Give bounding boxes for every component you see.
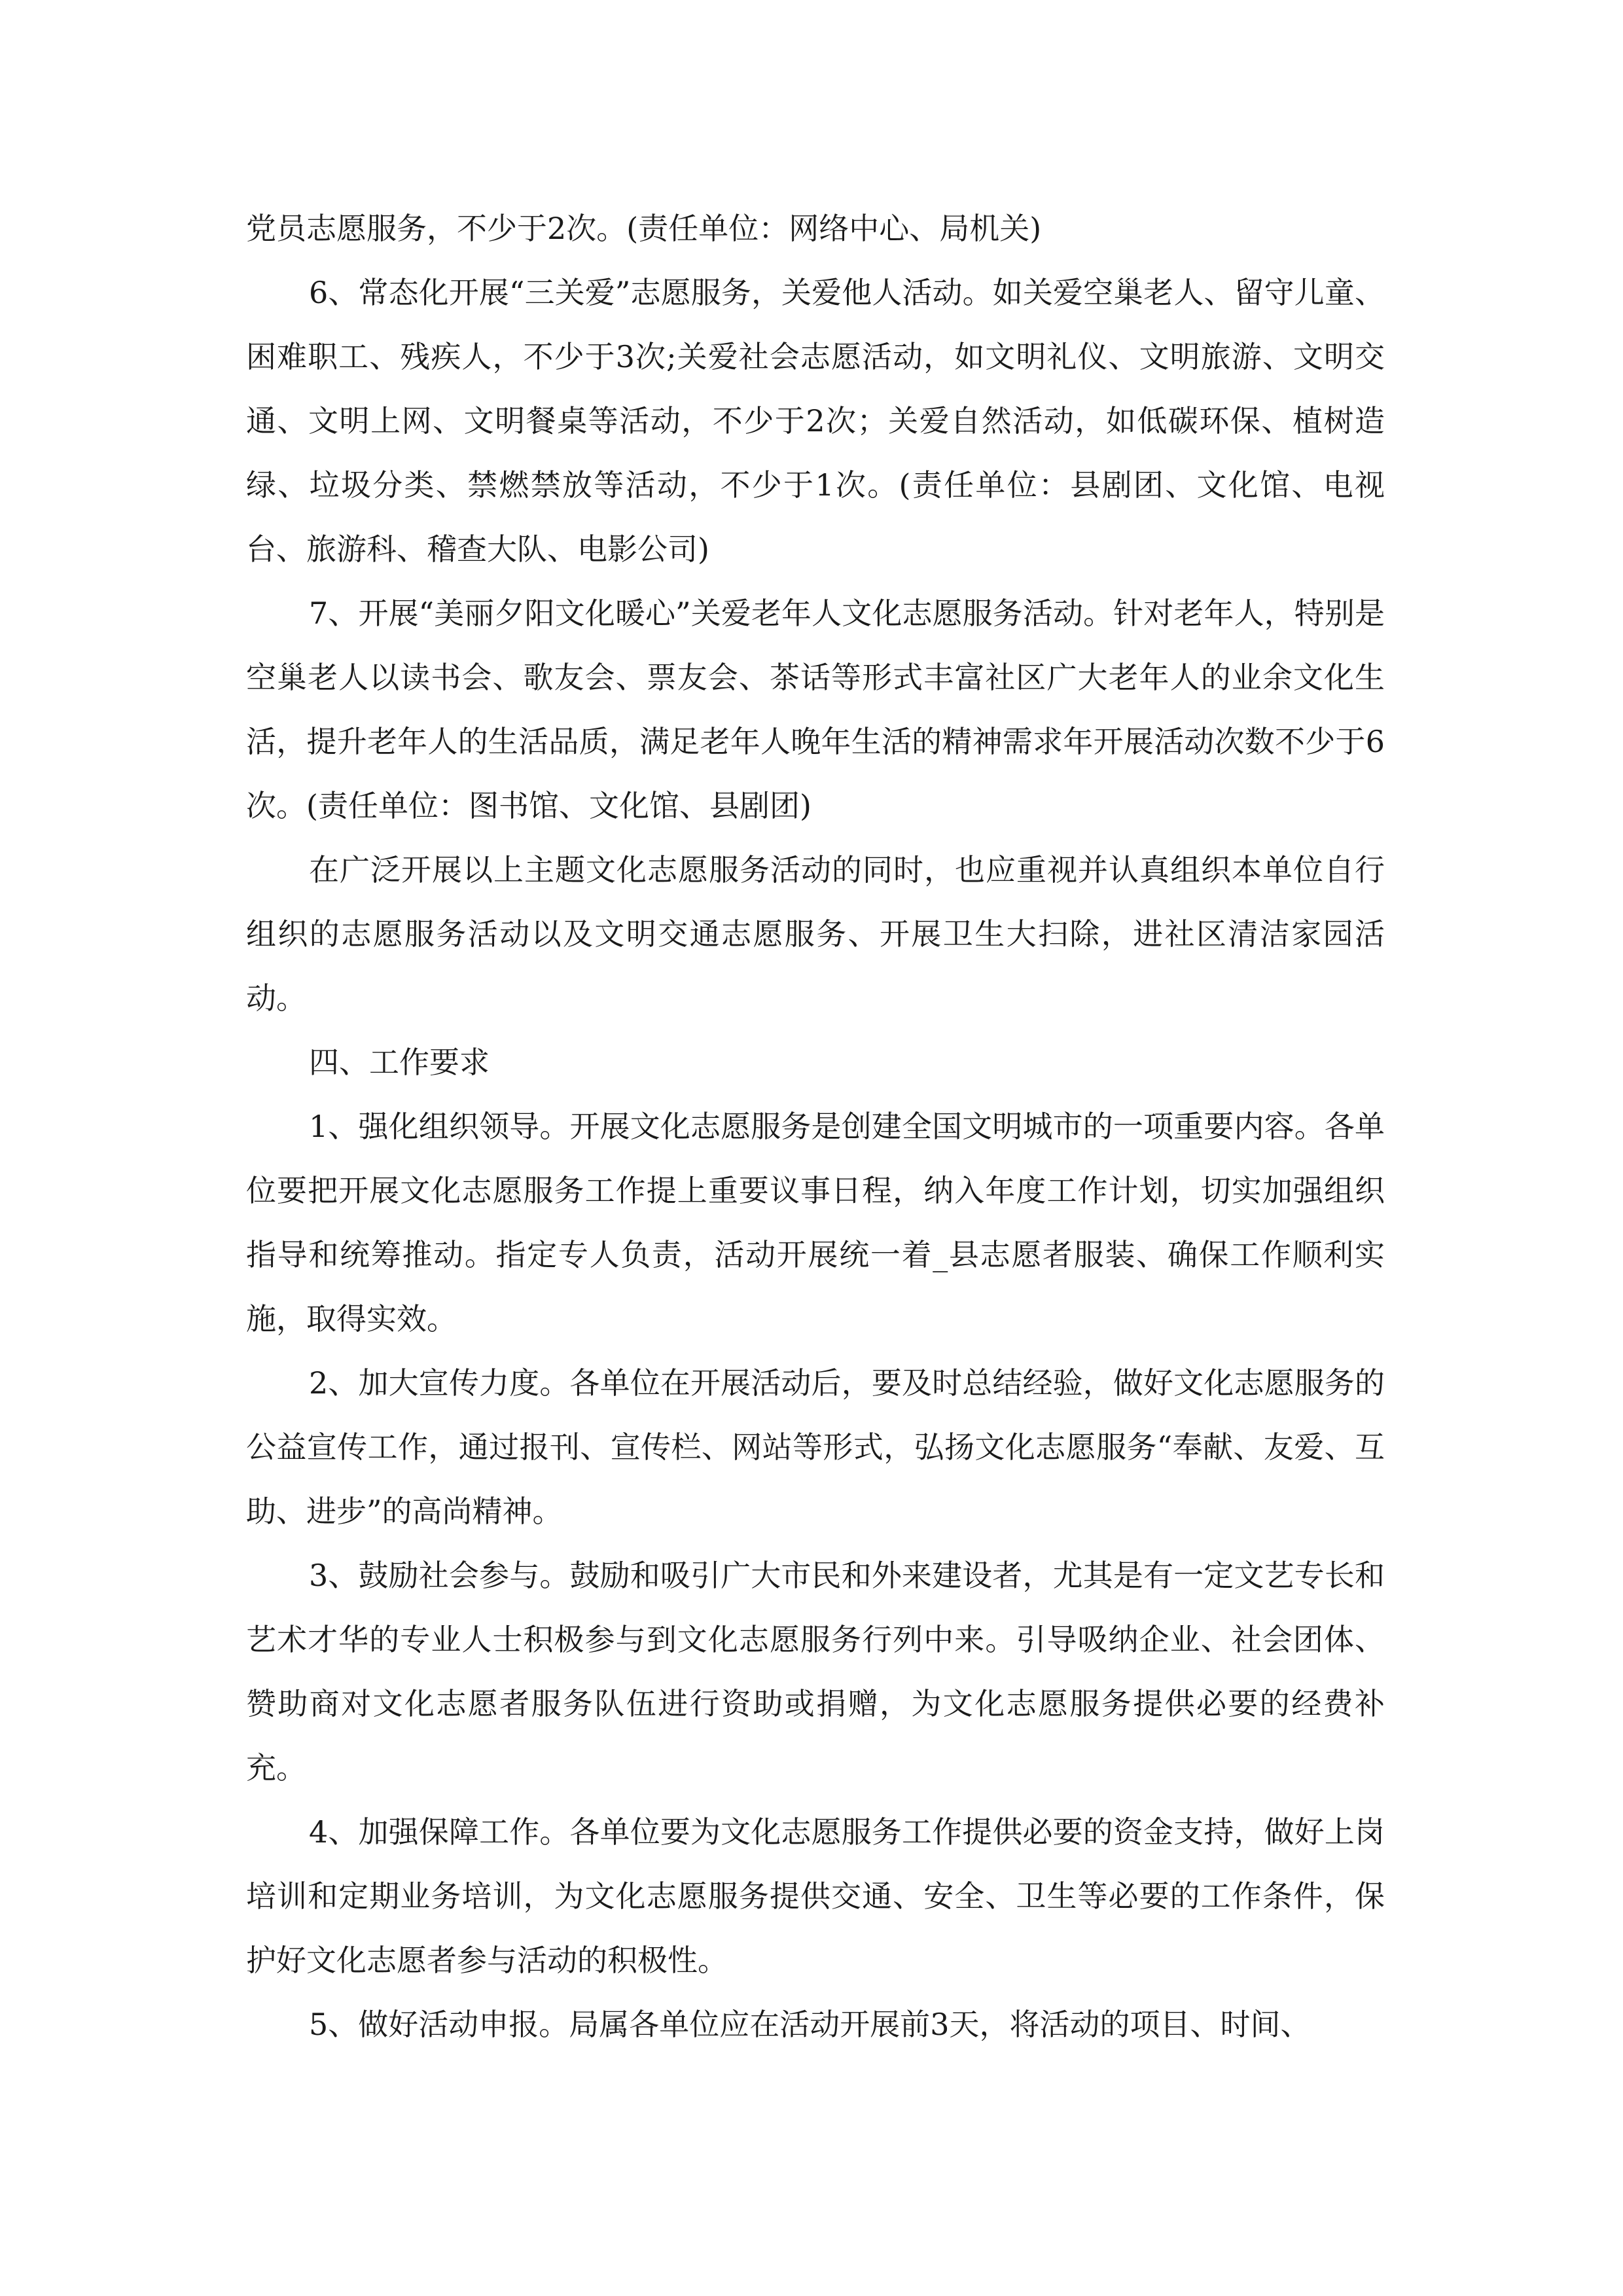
paragraph-summary: 在广泛开展以上主题文化志愿服务活动的同时，也应重视并认真组织本单位自行组织的志愿服务活动以及文明交通志愿服务、开展卫生大扫除，进社区清洁家园活动。 xyxy=(246,852,1385,1016)
document-body xyxy=(246,196,1385,2056)
paragraph-item-6: 6、常态化开展“三关爱”志愿服务，关爱他人活动。如关爱空巢老人、留守儿童、困难职工、残疾人，不少于3次;关爱社会志愿活动，如文明礼仪、文明旅游、文明交通、文明上网、文明餐桌等活动，不少于2次；关爱自然活动，如低碳环保、植树造绿、垃圾分类、禁燃禁放等活动，不少于1次。(责任单位：县剧团、文化馆、电视台、旅游科、稽查大队、电影公司) xyxy=(246,275,1385,567)
section-heading-work-requirements: 四、工作要求 xyxy=(309,1045,490,1080)
paragraph-requirement-5: 5、做好活动申报。局属各单位应在活动开展前3天，将活动的项目、时间、 xyxy=(309,2007,1311,2042)
paragraph-requirement-3: 3、鼓励社会参与。鼓励和吸引广大市民和外来建设者，尤其是有一定文艺专长和艺术才华的专业人士积极参与到文化志愿服务行列中来。引导吸纳企业、社会团体、赞助商对文化志愿者服务队伍进行资助或捐赠，为文化志愿服务提供必要的经费补充。 xyxy=(246,1558,1385,1785)
paragraph-requirement-2: 2、加大宣传力度。各单位在开展活动后，要及时总结经验，做好文化志愿服务的公益宣传工作，通过报刊、宣传栏、网站等形式，弘扬文化志愿服务“奉献、友爱、互助、进步”的高尚精神。 xyxy=(246,1365,1385,1529)
paragraph-item-7: 7、开展“美丽夕阳文化暖心”关爱老年人文化志愿服务活动。针对老年人，特别是空巢老人以读书会、歌友会、票友会、茶话等形式丰富社区广大老年人的业余文化生活，提升老年人的生活品质，满足老年人晚年生活的精神需求年开展活动次数不少于6次。(责任单位：图书馆、文化馆、县剧团) xyxy=(246,596,1385,823)
paragraph-continuation: 党员志愿服务，不少于2次。(责任单位：网络中心、局机关) xyxy=(246,211,1042,246)
paragraph-requirement-4: 4、加强保障工作。各单位要为文化志愿服务工作提供必要的资金支持，做好上岗培训和定期业务培训，为文化志愿服务提供交通、安全、卫生等必要的工作条件，保护好文化志愿者参与活动的积极性。 xyxy=(246,1814,1385,1978)
paragraph-requirement-1: 1、强化组织领导。开展文化志愿服务是创建全国文明城市的一项重要内容。各单位要把开展文化志愿服务工作提上重要议事日程，纳入年度工作计划，切实加强组织指导和统筹推动。指定专人负责，活动开展统一着_县志愿者服装、确保工作顺利实施，取得实效。 xyxy=(246,1109,1385,1336)
